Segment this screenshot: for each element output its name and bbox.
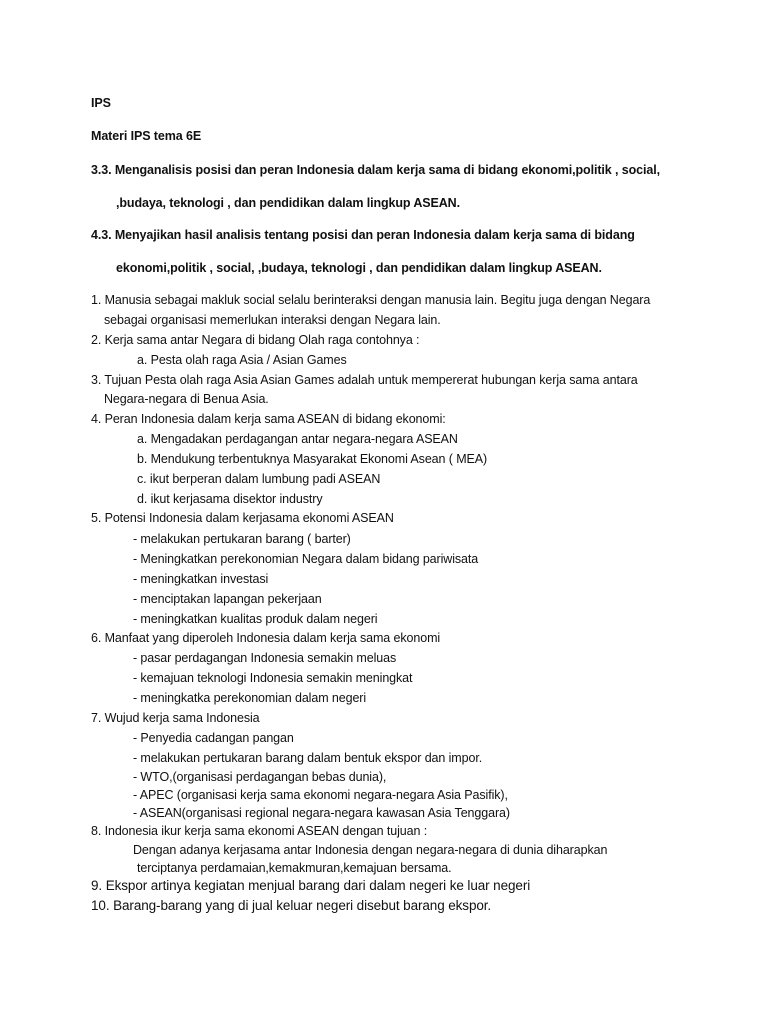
list-item: - menciptakan lapangan pekerjaan [133,592,322,606]
list-item: a. Pesta olah raga Asia / Asian Games [137,353,347,367]
list-item: 5. Potensi Indonesia dalam kerjasama ekonomi ASEAN [91,511,394,525]
list-item: - WTO,(organisasi perdagangan bebas dunia), [133,770,387,784]
list-item: 7. Wujud kerja sama Indonesia [91,711,260,725]
list-item: - Meningkatkan perekonomian Negara dalam bidang pariwisata [133,552,479,566]
list-item: sebagai organisasi memerlukan interaksi dengan Negara lain. [104,313,441,327]
kd-3-3-line-2: ,budaya, teknologi , dan pendidikan dalam lingkup ASEAN. [116,196,460,210]
list-item: terciptanya perdamaian,kemakmuran,kemajuan bersama. [137,861,452,875]
list-item: - APEC (organisasi kerja sama ekonomi negara-negara Asia Pasifik), [133,788,508,802]
list-item: 8. Indonesia ikur kerja sama ekonomi ASEAN dengan tujuan : [91,824,428,838]
list-item: - melakukan pertukaran barang ( barter) [133,532,351,546]
list-item: - ASEAN(organisasi regional negara-negara kawasan Asia Tenggara) [133,806,510,820]
list-item: Negara-negara di Benua Asia. [104,392,269,406]
subject-heading: IPS [91,96,111,110]
list-item: a. Mengadakan perdagangan antar negara-negara ASEAN [137,432,458,446]
list-item: 9. Ekspor artinya kegiatan menjual barang dari dalam negeri ke luar negeri [91,878,531,893]
kd-4-3-line-2: ekonomi,politik , social, ,budaya, teknologi , dan pendidikan dalam lingkup ASEAN. [116,261,602,275]
kd-3-3-line-1: 3.3. Menganalisis posisi dan peran Indonesia dalam kerja sama di bidang ekonomi,politik , social, [91,163,660,177]
topic-heading: Materi IPS tema 6E [91,129,202,143]
list-item: c. ikut berperan dalam lumbung padi ASEAN [137,472,381,486]
list-item: - melakukan pertukaran barang dalam bentuk ekspor dan impor. [133,751,483,765]
list-item: 2. Kerja sama antar Negara di bidang Olah raga contohnya : [91,333,420,347]
list-item: - pasar perdagangan Indonesia semakin meluas [133,651,397,665]
list-item: - kemajuan teknologi Indonesia semakin meningkat [133,671,413,685]
list-item: 6. Manfaat yang diperoleh Indonesia dalam kerja sama ekonomi [91,631,441,645]
list-item: - meningkatkan kualitas produk dalam negeri [133,612,378,626]
list-item: 3. Tujuan Pesta olah raga Asia Asian Games adalah untuk mempererat hubungan kerja sama antara [91,373,638,387]
list-item: 4. Peran Indonesia dalam kerja sama ASEAN di bidang ekonomi: [91,412,446,426]
list-item: - Penyedia cadangan pangan [133,731,294,745]
list-item: - meningkatka perekonomian dalam negeri [133,691,367,705]
list-item: d. ikut kerjasama disektor industry [137,492,323,506]
list-item: 1. Manusia sebagai makluk social selalu berinteraksi dengan manusia lain. Begitu juga dengan Negara [91,293,651,307]
kd-4-3-line-1: 4.3. Menyajikan hasil analisis tentang posisi dan peran Indonesia dalam kerja sama di bidang [91,228,635,242]
list-item: Dengan adanya kerjasama antar Indonesia dengan negara-negara di dunia diharapkan [133,843,608,857]
list-item: - meningkatkan investasi [133,572,269,586]
list-item: 10. Barang-barang yang di jual keluar negeri disebut barang ekspor. [91,898,492,913]
list-item: b. Mendukung terbentuknya Masyarakat Ekonomi Asean ( MEA) [137,452,488,466]
